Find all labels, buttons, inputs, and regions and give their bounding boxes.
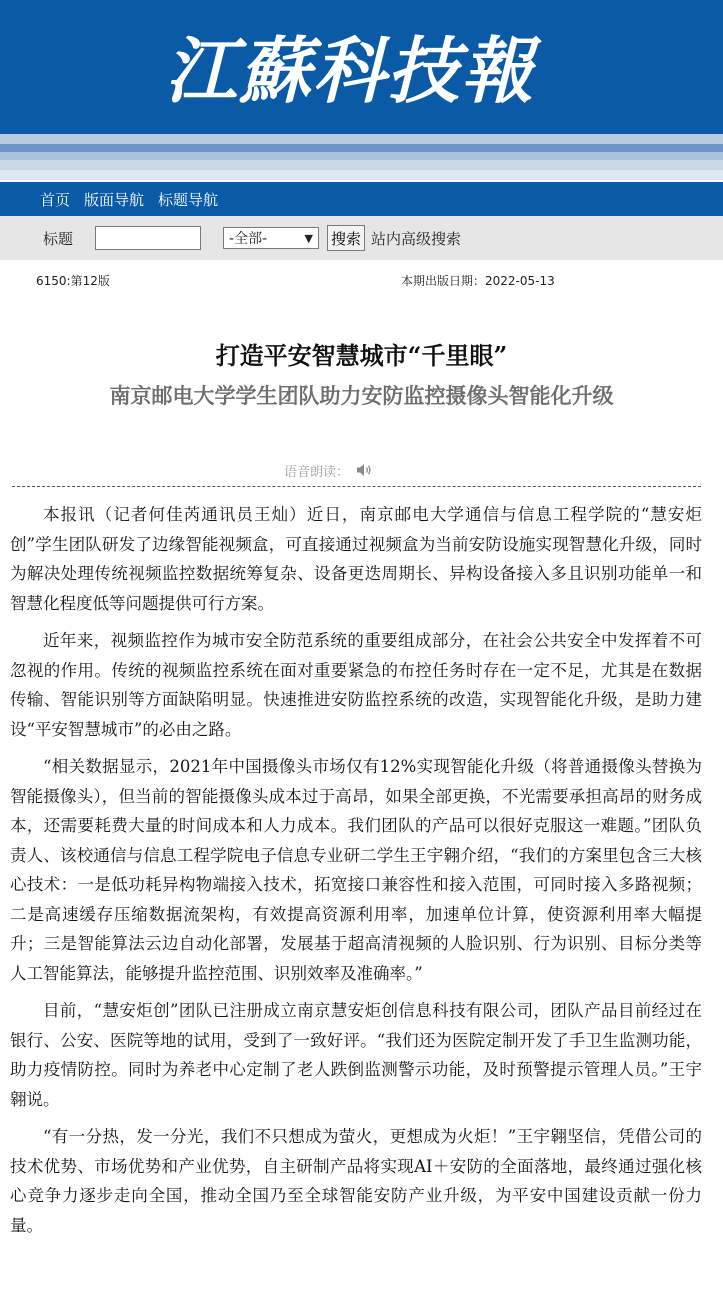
article-body: [10, 500, 702, 1248]
article-paragraph: 目前，“慧安炬创”团队已注册成立南京慧安炬创信息科技有限公司，团队产品目前经过在银行、公安、医院等地的试用，受到了一致好评。“我们还为医院定制开发了手卫生监测功能，助力疫情防控。同时为养老中心定制了老人跌倒监测警示功能，及时预警提示管理人员。”王宇翱说。: [10, 1001, 702, 1109]
speaker-icon[interactable]: [355, 462, 373, 478]
masthead: [0, 0, 723, 180]
search-bar: [0, 216, 723, 260]
nav-page-navigation[interactable]: 版面导航: [84, 190, 145, 209]
nav-home[interactable]: 首页: [40, 190, 71, 209]
voice-read: [284, 460, 373, 480]
divider: [12, 486, 701, 487]
search-input[interactable]: [95, 226, 201, 250]
edition-issue: 6150:第12版: [36, 274, 110, 288]
search-scope-value: -全部-: [229, 231, 268, 247]
article-subtitle: 南京邮电大学学生团队助力安防监控摄像头智能化升级: [109, 384, 614, 408]
nav-title-navigation[interactable]: 标题导航: [158, 190, 219, 209]
edition-info: [36, 272, 596, 290]
masthead-stripe: [0, 144, 723, 152]
masthead-stripe: [0, 160, 723, 170]
publish-date: 本期出版日期：2022-05-13: [401, 274, 555, 288]
search-scope-select[interactable]: [223, 227, 319, 249]
masthead-stripe: [0, 170, 723, 180]
voice-read-label: 语音朗读：: [284, 464, 350, 480]
article-paragraph: 近年来，视频监控作为城市安全防范系统的重要组成部分，在社会公共安全中发挥着不可忽视的作用。传统的视频监控系统在面对重要紧急的布控任务时存在一定不足，尤其是在数据传输、智能识别等方面缺陷明显。快速推进安防监控系统的改造，实现智能化升级，是助力建设“平安智慧城市”的必由之路。: [10, 631, 702, 739]
masthead-stripe: [0, 152, 723, 160]
search-button[interactable]: 搜索: [327, 225, 365, 251]
masthead-stripe: [0, 134, 723, 144]
newspaper-logo: 江蘇科技報: [165, 28, 536, 113]
advanced-search-link[interactable]: 站内高级搜索: [371, 229, 462, 248]
top-nav: [0, 182, 723, 216]
chevron-down-icon: ▼: [304, 231, 314, 245]
article-paragraph: 本报讯（记者何佳芮通讯员王灿）近日，南京邮电大学通信与信息工程学院的“慧安炬创”学生团队研发了边缘智能视频盒，可直接通过视频盒为当前安防设施实现智慧化升级，同时为解决处理传统视频监控数据统筹复杂、设备更迭周期长、异构设备接入多且识别功能单一和智慧化程度低等问题提供可行方案。: [10, 505, 702, 613]
article-title: 打造平安智慧城市“千里眼”: [215, 341, 508, 370]
article-paragraph: “有一分热，发一分光，我们不只想成为萤火，更想成为火炬！”王宇翱坚信，凭借公司的技术优势、市场优势和产业优势，自主研制产品将实现AI＋安防的全面落地，最终通过强化核心竞争力逐步走向全国，推动全国乃至全球智能安防产业升级，为平安中国建设贡献一份力量。: [10, 1127, 702, 1235]
article-paragraph: “相关数据显示，2021年中国摄像头市场仅有12%实现智能化升级（将普通摄像头替换为智能摄像头），但当前的智能摄像头成本过于高昂，如果全部更换，不光需要承担高昂的财务成本，还需要耗费大量的时间成本和人力成本。我们团队的产品可以很好克服这一难题。”团队负责人、该校通信与信息工程学院电子信息专业研二学生王宇翱介绍，“我们的方案里包含三大核心技术：一是低功耗异构物端接入技术，拓宽接口兼容性和接入范围，可同时接入多路视频；二是高速缓存压缩数据流架构，有效提高资源利用率，加速单位计算，使资源利用率大幅提升；三是智能算法云边自动化部署，发展基于超高清视频的人脸识别、行为识别、目标分类等人工智能算法，能够提升监控范围、识别效率及准确率。”: [10, 757, 702, 983]
search-label: 标题: [43, 229, 74, 248]
